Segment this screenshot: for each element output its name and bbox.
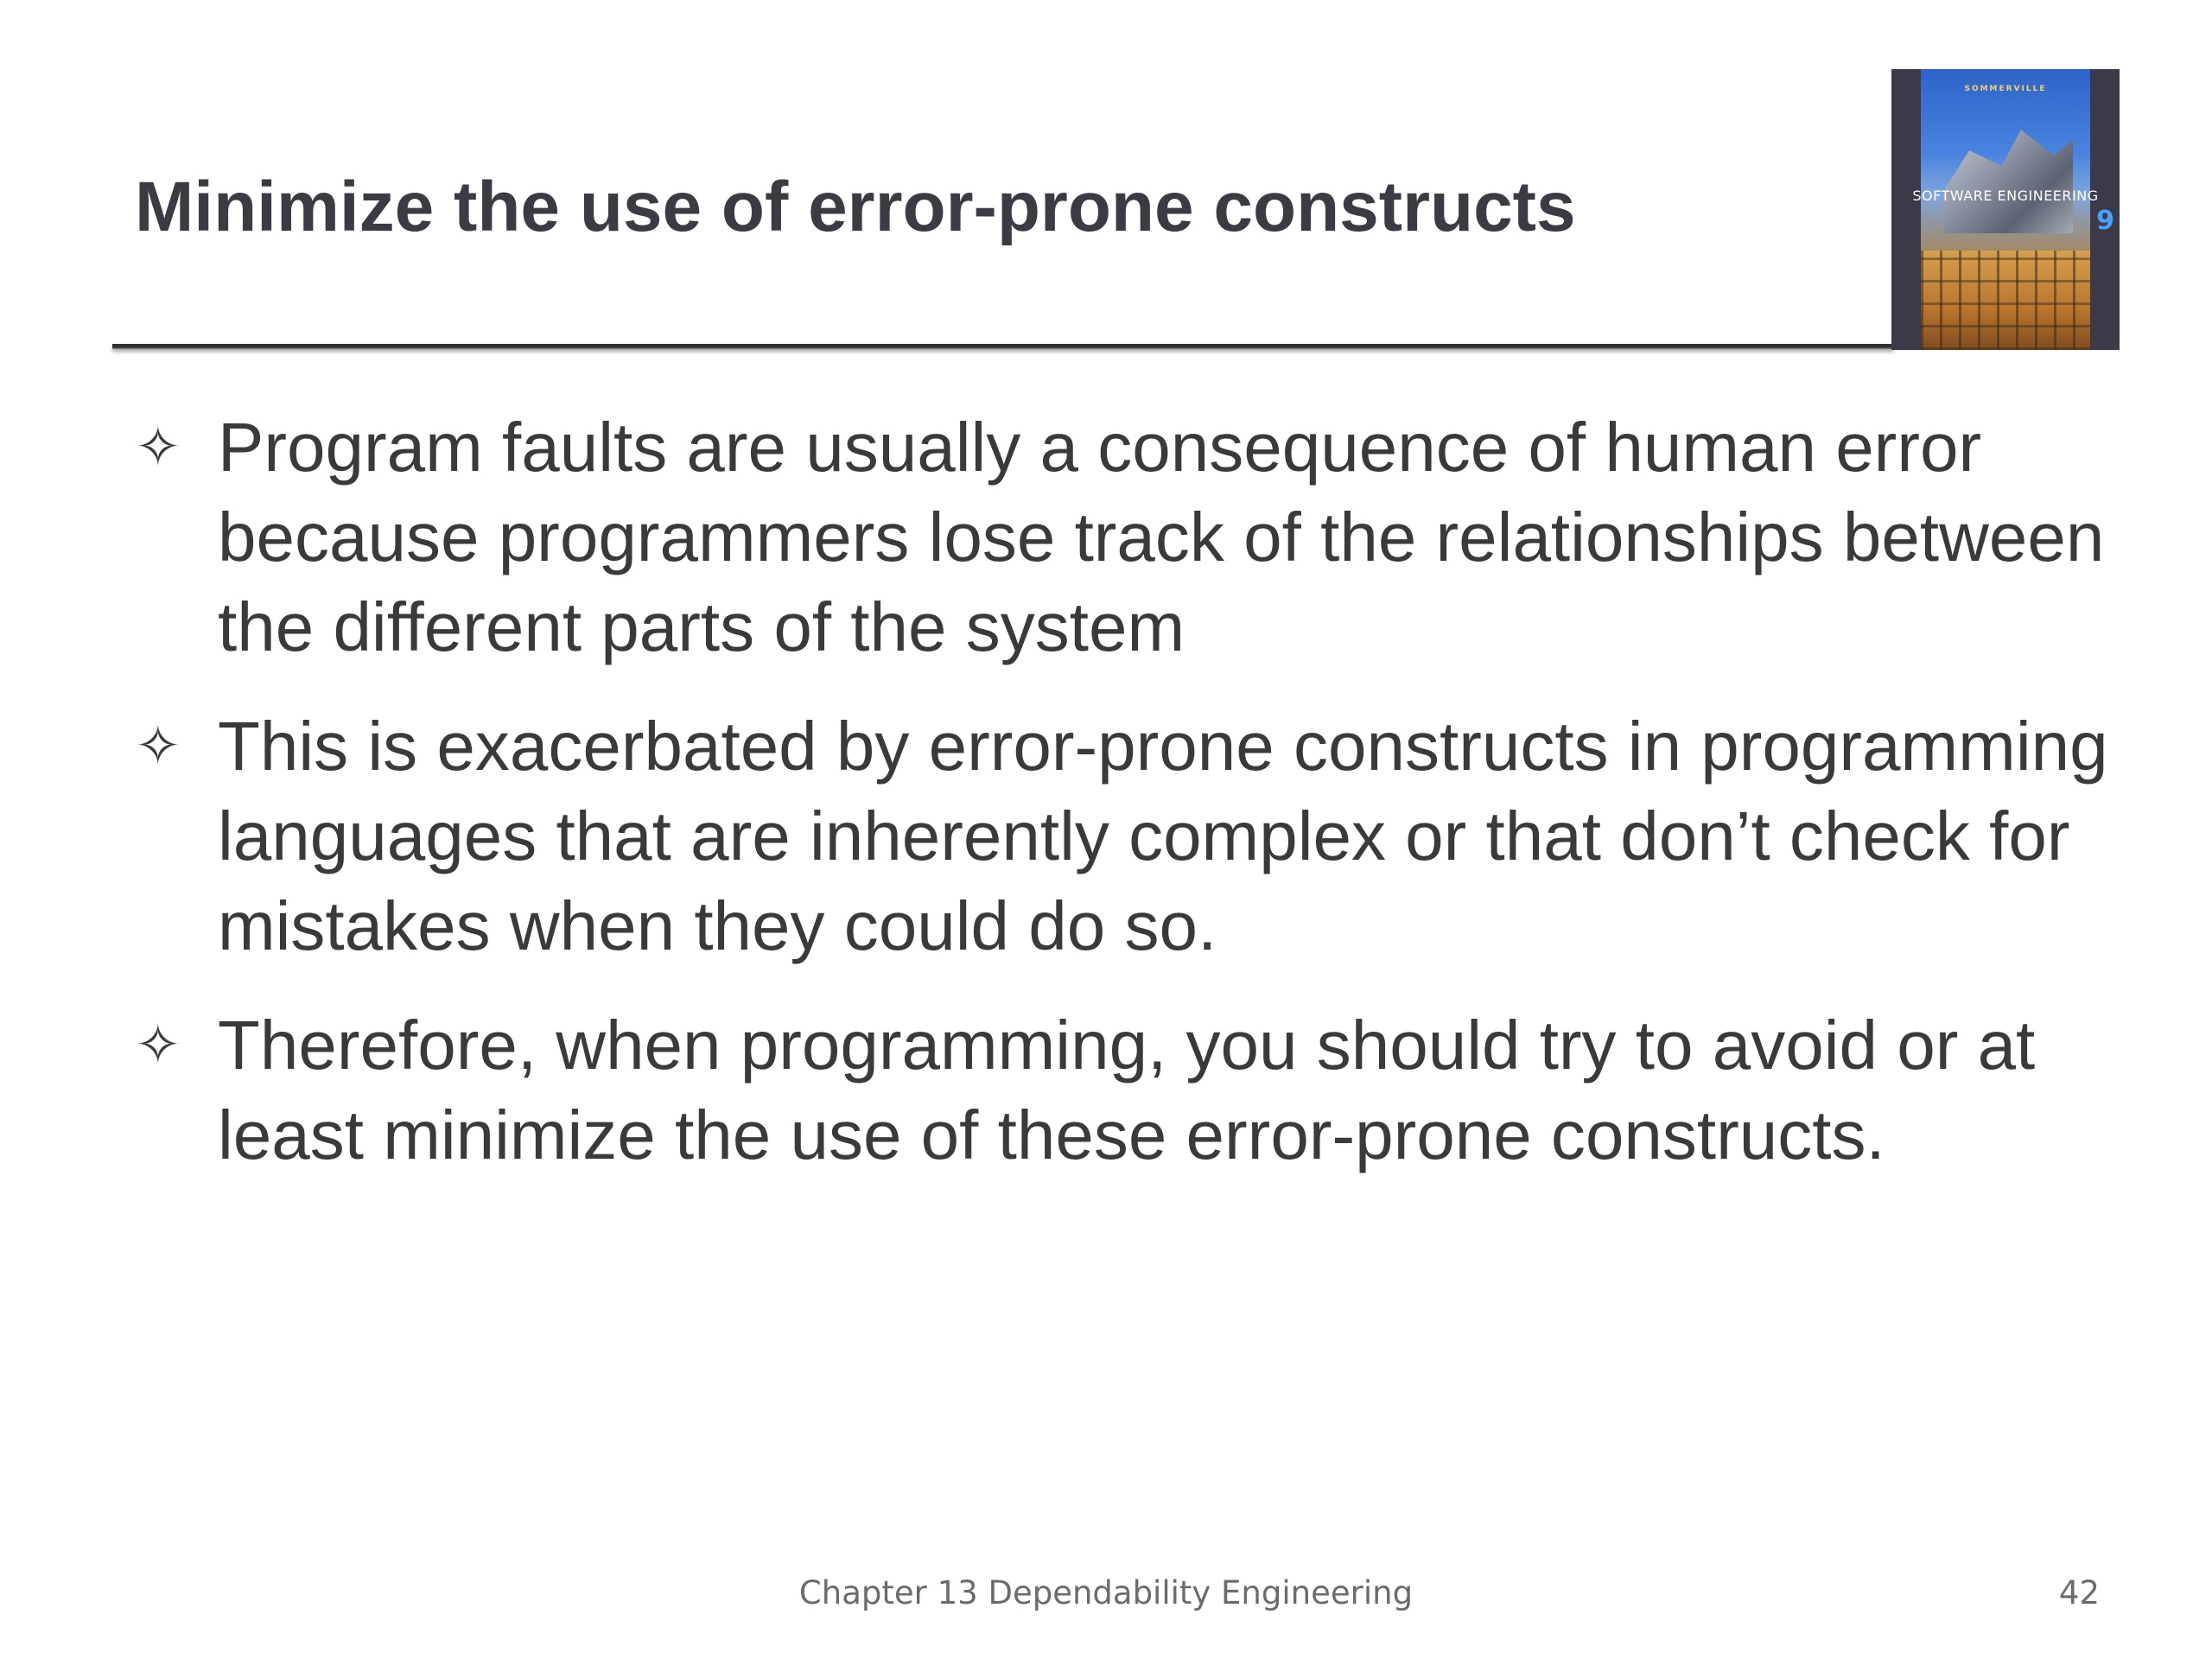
bullet-text: Therefore, when programming, you should try to avoid or at least minimize the use of these error-prone constructs.	[218, 1007, 2036, 1173]
bullet-item	[135, 403, 2122, 672]
slide-title: Minimize the use of error-prone constructs	[135, 168, 1576, 246]
bullet-text: This is exacerbated by error-prone constructs in programming languages that are inherently complex or that don’t check for mistakes when they could do so.	[218, 708, 2108, 964]
title-divider	[112, 344, 1894, 349]
cover-edition: 9	[2096, 206, 2114, 236]
footer-chapter: Chapter 13 Dependability Engineering	[798, 1574, 1414, 1611]
diamond-bullet-icon: ✧	[135, 1014, 181, 1077]
cover-scaffold	[1921, 251, 2090, 350]
bullet-item	[135, 702, 2122, 971]
diamond-bullet-icon: ✧	[135, 715, 181, 779]
book-cover-image	[1891, 69, 2120, 350]
cover-title: SOFTWARE ENGINEERING	[1912, 188, 2099, 204]
diamond-bullet-icon: ✧	[135, 416, 181, 480]
bullet-text: Program faults are usually a consequence of human error because programmers lose track of the relationships between the different parts of the system	[218, 409, 2105, 665]
bullet-item	[135, 1001, 2122, 1180]
page-number: 42	[2058, 1574, 2100, 1611]
bullet-list	[135, 403, 2122, 1210]
cover-author: SOMMERVILLE	[1964, 85, 2047, 93]
